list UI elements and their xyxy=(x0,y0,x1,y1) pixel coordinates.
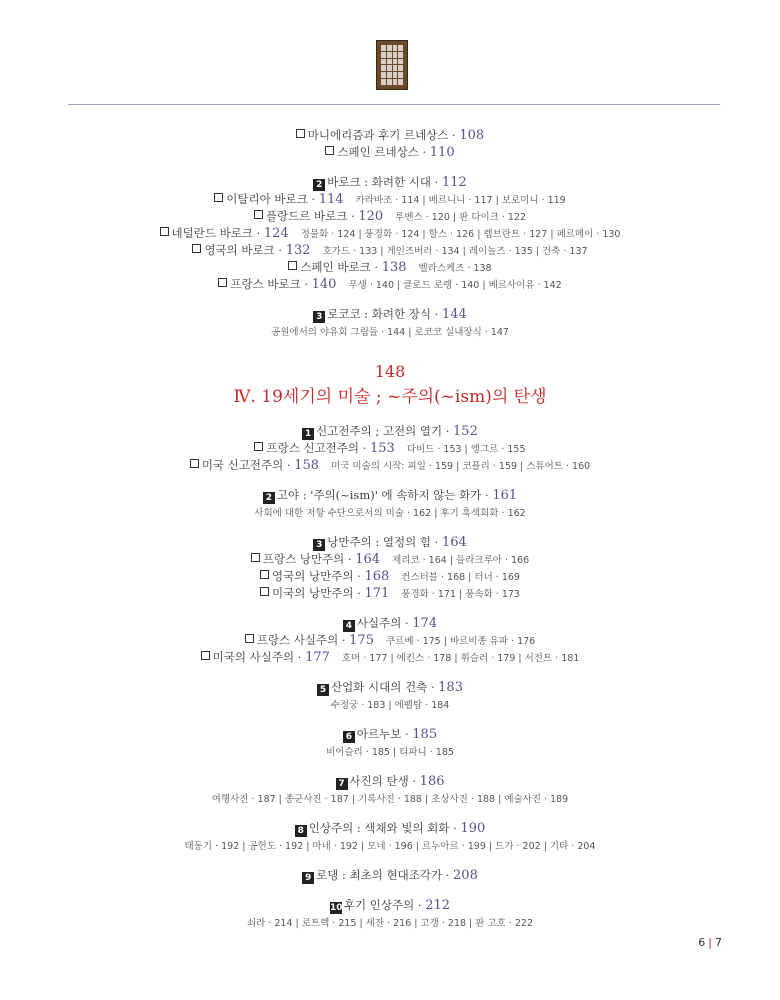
chapter-heading[interactable]: 1 신고전주의 ; 고전의 열기 · 152 xyxy=(0,423,780,440)
entry-subtopics: 푸생 · 140 | 클로드 로랭 · 140 | 베르사이유 · 142 xyxy=(348,280,562,291)
chapter-subtopics: 태동기 · 192 | 공헌도 · 192 | 마네 · 192 | 모네 · 196 | 르누아르 · 199 | 드가 · 202 | 기타 · 204 xyxy=(184,841,596,852)
chapter-number-badge: 9 xyxy=(302,872,314,884)
toc-entry[interactable]: 영국의 바로크 · 132 호가드 · 133 | 게인즈버러 · 134 | 레이놀즈 · 135 | 건축 · 137 xyxy=(0,242,780,259)
page-number: 186 xyxy=(419,774,445,789)
square-bullet-icon xyxy=(296,129,305,138)
page-number: 108 xyxy=(459,128,485,143)
chapter-subtopics: 사회에 대한 저항 수단으로서의 미술 · 162 | 후기 흑색회화 · 162 xyxy=(254,508,526,519)
entry-title: 프랑스 사실주의 xyxy=(256,633,339,647)
square-bullet-icon xyxy=(254,442,263,451)
chapter-subtopics: 공원에서의 야유회 그림들 · 144 | 로코코 실내장식 · 147 xyxy=(271,327,509,338)
chapter-title: 로코코 : 화려한 장식 xyxy=(327,307,431,321)
page-number: 208 xyxy=(453,868,478,883)
page-number: 144 xyxy=(441,307,467,322)
chapter-subtopics: 쇠라 · 214 | 로트렉 · 215 | 세잔 · 216 | 고갱 · 218 | 판 고흐 · 222 xyxy=(246,918,534,929)
toc-entry[interactable]: 미국 신고전주의 · 158 미국 미술의 시작: 피일 · 159 | 코플리 · 159 | 스튜어트 · 160 xyxy=(0,457,780,474)
chapter-title: 신고전주의 ; 고전의 열기 xyxy=(316,424,443,438)
chapter-number-badge: 6 xyxy=(343,731,355,743)
page-number: 112 xyxy=(441,175,467,190)
entry-subtopics: 정물화 · 124 | 풍경화 · 124 | 할스 · 126 | 렘브란트 · 127 | 페르메이 · 130 xyxy=(300,229,621,240)
page-number: 212 xyxy=(425,898,451,913)
square-bullet-icon xyxy=(214,193,223,202)
chapter-heading[interactable]: 5 산업화 시대의 건축 · 183 xyxy=(0,679,780,696)
page-number: 164 xyxy=(441,535,467,550)
cabinet-logo xyxy=(376,40,408,90)
entry-title: 영국의 낭만주의 xyxy=(272,569,354,583)
part-title[interactable]: Ⅳ. 19세기의 미술 ; ~주의(~ism)의 탄생 xyxy=(233,387,547,407)
page-number: 110 xyxy=(429,145,455,160)
chapter-subtopics: 여행사진 · 187 | 종군사진 · 187 | 기록사진 · 188 | 초상사진 · 188 | 예술사진 · 189 xyxy=(211,794,569,805)
entry-title: 네덜란드 바로크 xyxy=(171,226,253,240)
entry-subtopics: 벨라스케즈 · 138 xyxy=(418,263,492,274)
page-number: 185 xyxy=(412,727,438,742)
chapter-title: 후기 인상주의 xyxy=(343,898,415,912)
toc-entry[interactable]: 플랑드르 바로크 · 120 루벤스 · 120 | 판 다이크 · 122 xyxy=(0,208,780,225)
square-bullet-icon xyxy=(160,227,169,236)
toc-entry[interactable]: 스페인 르네상스 · 110 xyxy=(0,144,780,161)
chapter-number-badge: 7 xyxy=(336,778,348,790)
page-number: 153 xyxy=(369,441,395,456)
page-number: 120 xyxy=(358,209,384,224)
page-number: 168 xyxy=(364,569,390,584)
page-folio xyxy=(698,936,722,949)
page-number: 152 xyxy=(453,424,478,439)
chapter-heading[interactable]: 2 고야 : '주의(~ism)' 에 속하지 않는 화가 · 161 xyxy=(0,487,780,504)
chapter-number-badge: 2 xyxy=(313,179,325,191)
left-page-number: 6 xyxy=(698,936,706,949)
chapter-number-badge: 2 xyxy=(263,492,275,504)
toc-entry[interactable]: 스페인 바로크 · 138 벨라스케즈 · 138 xyxy=(0,259,780,276)
entry-subtopics: 풍경화 · 171 | 풍속화 · 173 xyxy=(401,589,520,600)
page-number: 138 xyxy=(381,260,407,275)
chapter-heading[interactable]: 4 사실주의 · 174 xyxy=(0,615,780,632)
page-number: 114 xyxy=(318,192,344,207)
chapter-subtopics: 수정궁 · 183 | 에펠탑 · 184 xyxy=(330,700,450,711)
page-number: 161 xyxy=(492,488,518,503)
entry-subtopics: 루벤스 · 120 | 판 다이크 · 122 xyxy=(395,212,527,223)
entry-subtopics: 호머 · 177 | 에킨스 · 178 | 휘슬러 · 179 | 서전트 · 181 xyxy=(341,653,580,664)
entry-title: 스페인 바로크 xyxy=(300,260,371,274)
right-page-number: 7 xyxy=(715,936,722,949)
chapter-title: 로댕 : 최초의 현대조각가 xyxy=(316,868,443,882)
chapter-subtopics: 비어슬리 · 185 | 티파니 · 185 xyxy=(326,747,454,758)
entry-subtopics: 다비드 · 153 | 앵그르 · 155 xyxy=(406,444,526,455)
square-bullet-icon xyxy=(260,587,269,596)
entry-subtopics: 카라바조 · 114 | 베르니니 · 117 | 보로미니 · 119 xyxy=(355,195,566,206)
chapter-heading[interactable]: 3 낭만주의 : 열정의 힘 · 164 xyxy=(0,534,780,551)
toc-entry[interactable]: 프랑스 신고전주의 · 153 다비드 · 153 | 앵그르 · 155 xyxy=(0,440,780,457)
square-bullet-icon xyxy=(254,210,263,219)
toc-entry[interactable]: 네덜란드 바로크 · 124 정물화 · 124 | 풍경화 · 124 | 할스 · 126 | 렘브란트 · 127 | 페르메이 · 130 xyxy=(0,225,780,242)
folio-separator: | xyxy=(708,936,712,949)
square-bullet-icon xyxy=(190,459,199,468)
chapter-title: 아르누보 xyxy=(356,727,402,741)
entry-title: 스페인 르네상스 xyxy=(337,145,419,159)
chapter-title: 사진의 탄생 xyxy=(349,774,409,788)
square-bullet-icon xyxy=(192,244,201,253)
entry-title: 프랑스 바로크 xyxy=(230,277,301,291)
square-bullet-icon xyxy=(288,261,297,270)
page-number: 164 xyxy=(355,552,381,567)
square-bullet-icon xyxy=(218,278,227,287)
entry-title: 마니에리즘과 후기 르네상스 xyxy=(307,128,449,142)
chapter-title: 인상주의 : 색채와 빛의 회화 xyxy=(308,821,450,835)
page-number: 158 xyxy=(294,458,320,473)
entry-title: 프랑스 신고전주의 xyxy=(266,441,360,455)
toc-entry[interactable]: 미국의 낭만주의 · 171 풍경화 · 171 | 풍속화 · 173 xyxy=(0,585,780,602)
square-bullet-icon xyxy=(325,146,334,155)
chapter-title: 고야 : '주의(~ism)' 에 속하지 않는 화가 xyxy=(276,488,482,502)
header-rule xyxy=(68,104,720,105)
square-bullet-icon xyxy=(260,570,269,579)
page-number: 177 xyxy=(305,650,330,665)
entry-subtopics: 컨스터블 · 168 | 터너 · 169 xyxy=(401,572,520,583)
page-number: 140 xyxy=(311,277,337,292)
chapter-title: 낭만주의 : 열정의 힘 xyxy=(327,535,431,549)
entry-title: 이탈리아 바로크 xyxy=(226,192,308,206)
entry-subtopics: 호가드 · 133 | 게인즈버러 · 134 | 레이놀즈 · 135 | 건축 · 137 xyxy=(322,246,588,257)
chapter-title: 사실주의 xyxy=(356,616,402,630)
table-of-contents xyxy=(0,127,780,931)
page-number: 174 xyxy=(412,616,438,631)
square-bullet-icon xyxy=(251,553,260,562)
toc-entry[interactable]: 프랑스 낭만주의 · 164 제리코 · 164 | 들라크루아 · 166 xyxy=(0,551,780,568)
toc-entry[interactable]: 영국의 낭만주의 · 168 컨스터블 · 168 | 터너 · 169 xyxy=(0,568,780,585)
chapter-heading[interactable]: 8 인상주의 : 색채와 빛의 회화 · 190 xyxy=(0,820,780,837)
chapter-heading[interactable]: 10후기 인상주의 · 212 xyxy=(329,898,451,913)
square-bullet-icon xyxy=(245,634,254,643)
entry-title: 미국의 사실주의 xyxy=(212,650,295,664)
chapter-number-badge: 3 xyxy=(313,539,325,551)
toc-entry[interactable]: 프랑스 바로크 · 140 푸생 · 140 | 클로드 로랭 · 140 | 베르사이유 · 142 xyxy=(0,276,780,293)
chapter-number-badge: 4 xyxy=(343,620,355,632)
page-number: 132 xyxy=(285,243,311,258)
chapter-number-badge: 3 xyxy=(313,311,325,323)
chapter-heading[interactable]: 9 로댕 : 최초의 현대조각가 · 208 xyxy=(0,867,780,884)
chapter-heading[interactable]: 3 로코코 : 화려한 장식 · 144 xyxy=(0,306,780,323)
part-page-number: 148 xyxy=(374,362,406,381)
chapter-heading[interactable]: 7 사진의 탄생 · 186 xyxy=(0,773,780,790)
entry-title: 미국 신고전주의 xyxy=(201,458,284,472)
toc-entry[interactable]: 마니에리즘과 후기 르네상스 · 108 xyxy=(0,127,780,144)
chapter-heading[interactable]: 2 바로크 : 화려한 시대 · 112 xyxy=(0,174,780,191)
page-number: 175 xyxy=(349,633,374,648)
toc-entry[interactable]: 이탈리아 바로크 · 114 카라바조 · 114 | 베르니니 · 117 | 보로미니 · 119 xyxy=(0,191,780,208)
chapter-title: 바로크 : 화려한 시대 xyxy=(327,175,431,189)
entry-title: 영국의 바로크 xyxy=(204,243,275,257)
page-number: 171 xyxy=(364,586,390,601)
entry-title: 프랑스 낭만주의 xyxy=(262,552,345,566)
page-number: 190 xyxy=(460,821,486,836)
chapter-number-badge: 1 xyxy=(302,428,314,440)
page-number: 124 xyxy=(263,226,289,241)
toc-entry[interactable]: 미국의 사실주의 · 177 호머 · 177 | 에킨스 · 178 | 휘슬러 · 179 | 서전트 · 181 xyxy=(0,649,780,666)
chapter-number-badge: 5 xyxy=(317,684,329,696)
square-bullet-icon xyxy=(201,651,210,660)
chapter-number-badge: 8 xyxy=(295,825,307,837)
toc-entry[interactable]: 프랑스 사실주의 · 175 쿠르베 · 175 | 바르비종 유파 · 176 xyxy=(0,632,780,649)
chapter-title: 산업화 시대의 건축 xyxy=(331,680,428,694)
entry-subtopics: 쿠르베 · 175 | 바르비종 유파 · 176 xyxy=(385,636,536,647)
entry-subtopics: 제리코 · 164 | 들라크루아 · 166 xyxy=(392,555,530,566)
chapter-number-badge: 10 xyxy=(329,903,343,913)
entry-title: 플랑드르 바로크 xyxy=(265,209,348,223)
entry-title: 미국의 낭만주의 xyxy=(272,586,354,600)
chapter-heading[interactable]: 6 아르누보 · 185 xyxy=(0,726,780,743)
page-number: 183 xyxy=(438,680,463,695)
entry-subtopics: 미국 미술의 시작: 피일 · 159 | 코플리 · 159 | 스튜어트 · 160 xyxy=(331,461,591,472)
